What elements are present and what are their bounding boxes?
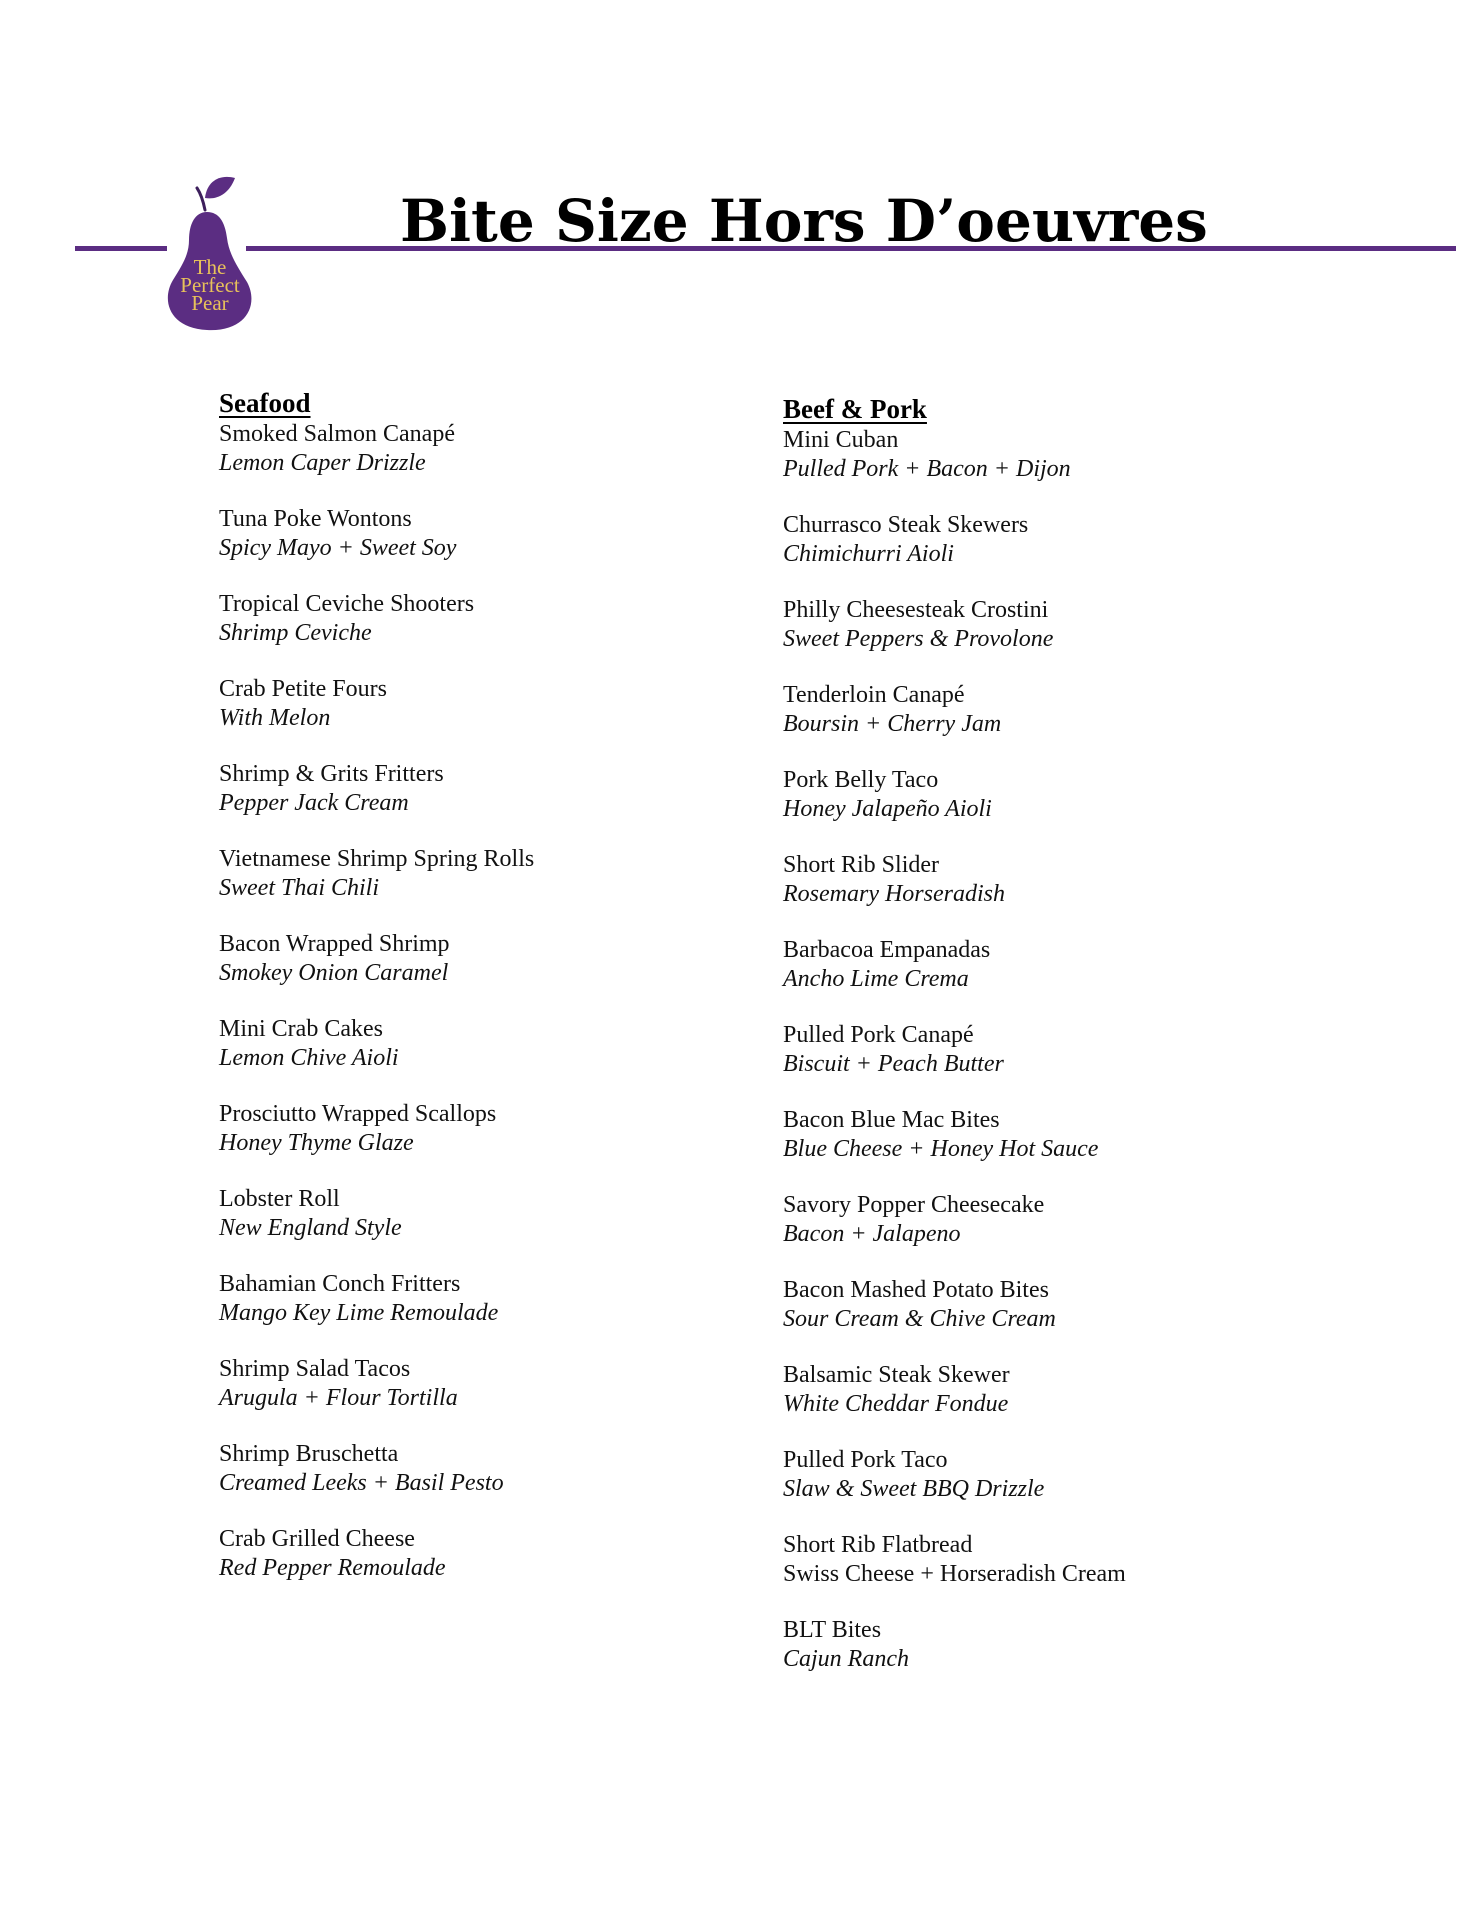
menu-item — [783, 1616, 1343, 1673]
menu-item — [219, 1100, 689, 1157]
menu-item — [783, 936, 1343, 993]
item-name: Mini Cuban — [783, 427, 899, 453]
seafood-heading: Seafood — [219, 388, 311, 418]
item-name: Barbacoa Empanadas — [783, 937, 991, 963]
item-description: Sweet Thai Chili — [219, 874, 380, 901]
item-description: New England Style — [219, 1214, 402, 1241]
item-description: Arugula + Flour Tortilla — [219, 1384, 458, 1411]
menu-item — [783, 426, 1343, 483]
page-title: Bite Size Hors D’oeuvres — [400, 187, 1208, 255]
item-name: Bacon Blue Mac Bites — [783, 1107, 1000, 1133]
item-name: Bahamian Conch Fritters — [219, 1271, 461, 1297]
item-name: Tenderloin Canapé — [783, 682, 965, 708]
menu-item — [783, 1276, 1343, 1333]
menu-item — [783, 511, 1343, 568]
item-name: Smoked Salmon Canapé — [219, 421, 455, 447]
item-description: Sour Cream & Chive Cream — [783, 1305, 1056, 1332]
logo-line-1: The — [193, 255, 227, 279]
item-description: Smokey Onion Caramel — [219, 959, 449, 986]
item-name: Shrimp & Grits Fritters — [219, 761, 444, 787]
item-name: Churrasco Steak Skewers — [783, 512, 1029, 538]
menu-item — [783, 1191, 1343, 1248]
menu-item — [783, 766, 1343, 823]
item-name: Crab Petite Fours — [219, 676, 387, 702]
item-description: Ancho Lime Crema — [783, 965, 969, 992]
item-description: Swiss Cheese + Horseradish Cream — [783, 1560, 1126, 1587]
item-description: Lemon Chive Aioli — [219, 1044, 399, 1071]
item-description: With Melon — [219, 704, 331, 731]
header-rule-left — [75, 246, 167, 251]
menu-item — [219, 1525, 689, 1582]
menu-item — [783, 1361, 1343, 1418]
item-description: Boursin + Cherry Jam — [783, 710, 1002, 737]
item-description: Red Pepper Remoulade — [219, 1554, 446, 1581]
item-description: White Cheddar Fondue — [783, 1390, 1009, 1417]
beef-pork-heading: Beef & Pork — [783, 394, 927, 424]
item-description: Blue Cheese + Honey Hot Sauce — [783, 1135, 1099, 1162]
item-description: Shrimp Ceviche — [219, 619, 372, 646]
menu-item — [219, 1355, 689, 1412]
menu-item — [783, 1106, 1343, 1163]
item-description: Cajun Ranch — [783, 1645, 909, 1672]
menu-item — [219, 1015, 689, 1072]
logo-line-3: Pear — [191, 291, 229, 315]
item-description: Honey Thyme Glaze — [219, 1129, 414, 1156]
item-name: Short Rib Slider — [783, 852, 940, 878]
item-name: Tropical Ceviche Shooters — [219, 591, 475, 617]
menu-item — [219, 420, 689, 477]
item-name: Pulled Pork Canapé — [783, 1022, 974, 1048]
item-description: Sweet Peppers & Provolone — [783, 625, 1054, 652]
item-name: Prosciutto Wrapped Scallops — [219, 1101, 497, 1127]
item-name: Tuna Poke Wontons — [219, 506, 412, 532]
menu-item — [219, 930, 689, 987]
item-description: Spicy Mayo + Sweet Soy — [219, 534, 457, 561]
item-description: Pulled Pork + Bacon + Dijon — [783, 455, 1071, 482]
item-description: Bacon + Jalapeno — [783, 1220, 961, 1247]
item-description: Pepper Jack Cream — [219, 789, 409, 816]
item-name: BLT Bites — [783, 1617, 882, 1643]
menu-item — [219, 590, 689, 647]
item-name: Balsamic Steak Skewer — [783, 1362, 1010, 1388]
menu-item — [783, 851, 1343, 908]
menu-item — [783, 1446, 1343, 1503]
item-name: Pulled Pork Taco — [783, 1447, 948, 1473]
item-name: Lobster Roll — [219, 1186, 340, 1212]
item-name: Vietnamese Shrimp Spring Rolls — [219, 846, 535, 872]
menu-item — [219, 675, 689, 732]
seafood-section — [219, 386, 689, 1610]
item-name: Crab Grilled Cheese — [219, 1526, 415, 1552]
pear-logo-icon — [155, 172, 265, 332]
item-name: Short Rib Flatbread — [783, 1532, 973, 1558]
menu-item — [783, 596, 1343, 653]
menu-item — [783, 681, 1343, 738]
menu-item — [219, 1440, 689, 1497]
menu-item — [219, 505, 689, 562]
beef-pork-section — [783, 392, 1343, 1701]
item-name: Mini Crab Cakes — [219, 1016, 383, 1042]
item-description: Honey Jalapeño Aioli — [783, 795, 992, 822]
item-description: Lemon Caper Drizzle — [219, 449, 426, 476]
menu-item — [783, 1531, 1343, 1588]
item-name: Bacon Mashed Potato Bites — [783, 1277, 1049, 1303]
item-name: Philly Cheesesteak Crostini — [783, 597, 1049, 623]
menu-item — [219, 1185, 689, 1242]
item-description: Slaw & Sweet BBQ Drizzle — [783, 1475, 1045, 1502]
logo-line-2: Perfect — [180, 273, 240, 297]
item-name: Bacon Wrapped Shrimp — [219, 931, 450, 957]
menu-item — [219, 760, 689, 817]
item-description: Creamed Leeks + Basil Pesto — [219, 1469, 504, 1496]
menu-item — [783, 1021, 1343, 1078]
menu-item — [219, 1270, 689, 1327]
item-description: Mango Key Lime Remoulade — [219, 1299, 499, 1326]
item-description: Rosemary Horseradish — [783, 880, 1005, 907]
item-name: Savory Popper Cheesecake — [783, 1192, 1045, 1218]
menu-item — [219, 845, 689, 902]
item-description: Chimichurri Aioli — [783, 540, 954, 567]
logo-wordmark — [155, 255, 265, 315]
item-name: Shrimp Bruschetta — [219, 1441, 399, 1467]
item-name: Shrimp Salad Tacos — [219, 1356, 411, 1382]
item-description: Biscuit + Peach Butter — [783, 1050, 1004, 1077]
item-name: Pork Belly Taco — [783, 767, 939, 793]
